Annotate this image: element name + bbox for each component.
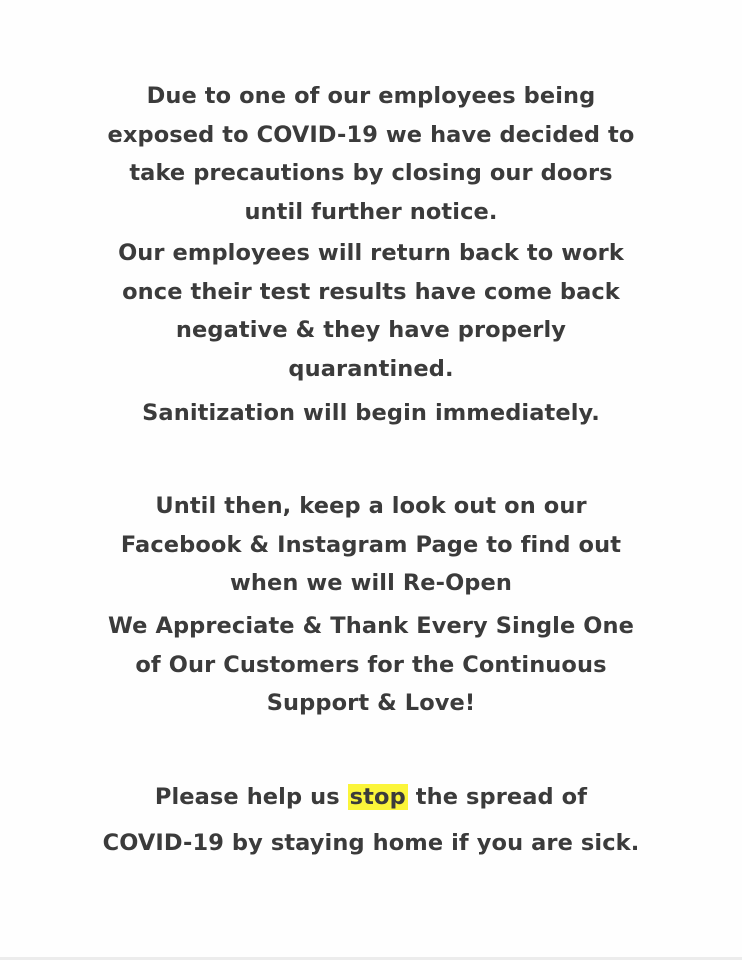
highlighted-word-stop: stop <box>349 784 406 810</box>
text-line: Due to one of our employees being <box>146 83 596 109</box>
text-line: until further notice. <box>244 198 498 225</box>
text-line: take precautions by closing our doors <box>129 160 613 186</box>
paragraph-sanitization <box>0 394 742 433</box>
closing-line-1 <box>0 774 742 820</box>
text-line: Until then, keep a look out on our <box>155 493 587 519</box>
text-line: Facebook & Instagram Page to find out <box>120 531 622 558</box>
text-line: negative & they have properly <box>175 317 567 343</box>
text-line: of Our Customers for the Continuous <box>135 651 607 678</box>
text-line: Sanitization will begin immediately. <box>142 400 600 426</box>
paragraph-closure-notice <box>0 77 742 231</box>
closing-text-before: Please help us <box>154 784 348 810</box>
paragraph-social-media <box>0 487 742 603</box>
closing-text-after: the spread of <box>407 784 588 810</box>
paragraph-closing-request <box>0 774 742 866</box>
text-line: quarantined. <box>288 355 454 382</box>
paragraph-employee-return <box>0 234 742 388</box>
paragraph-thank-you <box>0 607 742 723</box>
text-line: once their test results have come back <box>122 278 620 305</box>
text-line: exposed to COVID-19 we have decided to <box>107 121 635 148</box>
text-line: when we will Re-Open <box>230 570 512 596</box>
text-line: Support & Love! <box>266 690 476 716</box>
closing-line-2: COVID-19 by staying home if you are sick. <box>102 830 640 856</box>
text-line: Our employees will return back to work <box>118 240 624 266</box>
text-line: We Appreciate & Thank Every Single One <box>108 613 634 639</box>
